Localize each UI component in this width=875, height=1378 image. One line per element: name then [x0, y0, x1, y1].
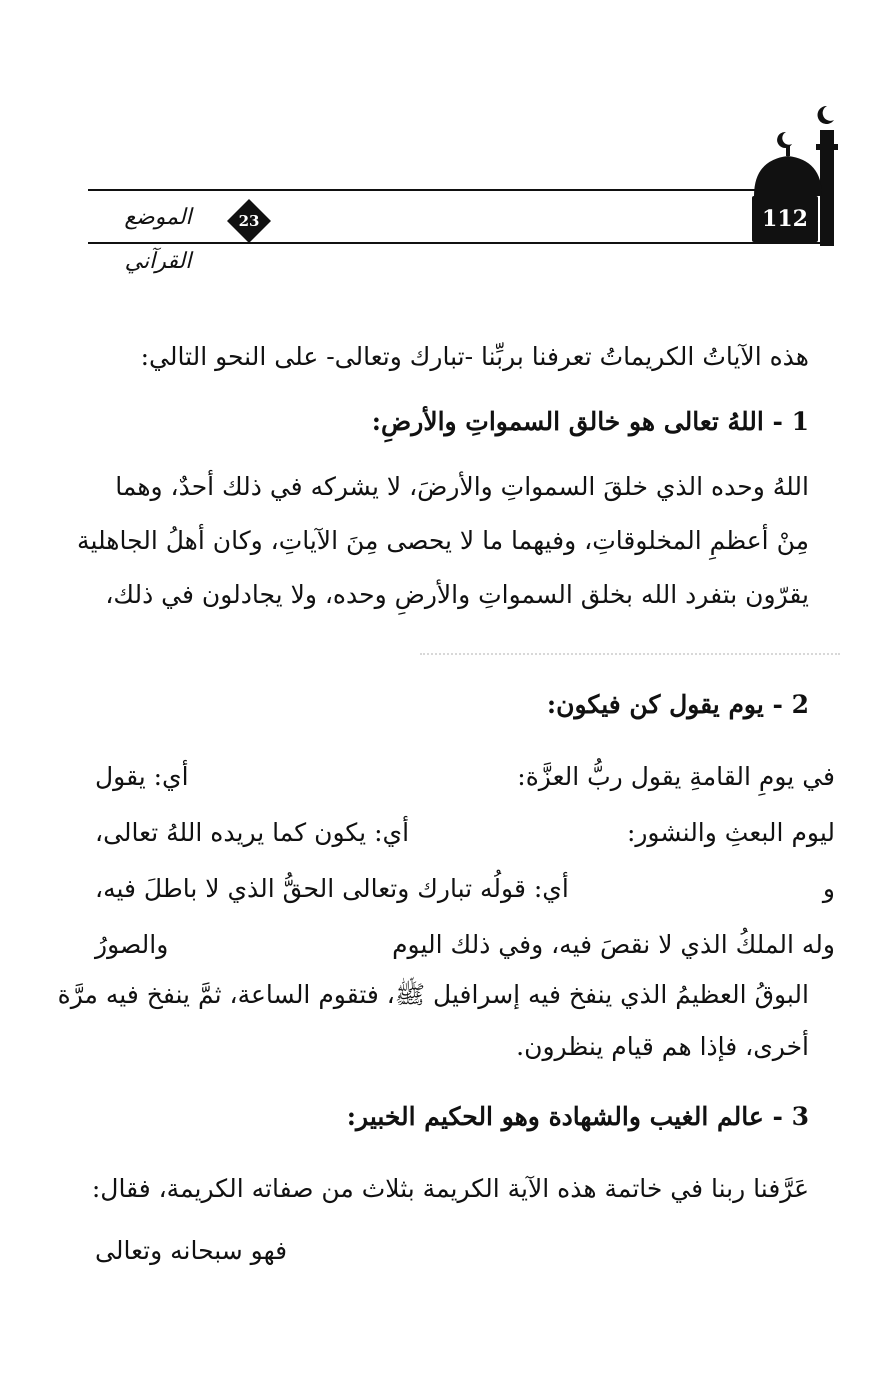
chapter-badge	[226, 198, 272, 244]
faded-line	[420, 633, 840, 655]
heading-1: 1 - اللهُ تعالى هو خالق السمواتِ والأرضِ:	[371, 407, 809, 436]
header-bottom-rule	[88, 242, 827, 244]
p2-l3-right: و	[822, 874, 835, 903]
paragraph-1-line-1: اللهُ وحده الذي خلقَ السمواتِ والأرضَ، لا يشركه في ذلك أحدٌ، وهما	[115, 472, 809, 501]
book-title: الموضع القرآني	[124, 205, 192, 274]
heading-2: 2 - يوم يقول كن فيكون:	[546, 690, 809, 719]
paragraph-2-line-6: أخرى، فإذا هم قيام ينظرون.	[516, 1032, 809, 1061]
p2-l1-right: في يومِ القامةِ يقول ربُّ العزَّة:	[517, 762, 835, 791]
intro-paragraph: هذه الآياتُ الكريماتُ تعرفنا بربِّنا -تبارك وتعالى- على النحو التالي:	[140, 342, 809, 371]
page-number: 112	[752, 196, 818, 242]
heading-3: 3 - عالم الغيب والشهادة وهو الحكيم الخبير:	[346, 1102, 809, 1131]
header-top-rule	[88, 189, 827, 191]
p2-l4-right: وله الملكُ الذي لا نقصَ فيه، وفي ذلك اليوم	[392, 930, 835, 959]
paragraph-1-line-2: مِنْ أعظمِ المخلوقاتِ، وفيهما ما لا يحصى مِنَ الآياتِ، وكان أهلُ الجاهلية	[77, 526, 809, 555]
p2-l2-left: أي: يكون كما يريده اللهُ تعالى،	[95, 818, 410, 847]
p2-l3-left: أي: قولُه تبارك وتعالى الحقُّ الذي لا باطلَ فيه،	[95, 874, 569, 903]
chapter-number: 23	[238, 212, 260, 230]
p2-l4-left: والصورُ	[95, 930, 169, 959]
paragraph-3-line-1: عَرَّفنا ربنا في خاتمة هذه الآية الكريمة بثلاث من صفاته الكريمة، فقال:	[91, 1174, 809, 1203]
paragraph-2-line-5: البوقُ العظيمُ الذي ينفخ فيه إسرافيل ﷺ، فتقوم الساعة، ثمَّ ينفخ فيه مرَّة	[57, 980, 809, 1009]
p2-l1-left: أي: يقول	[95, 762, 189, 791]
p3-l2-left: فهو سبحانه وتعالى	[95, 1236, 288, 1265]
paragraph-1-line-3: يقرّون بتفرد الله بخلق السمواتِ والأرضِ وحده، ولا يجادلون في ذلك،	[105, 580, 809, 609]
p2-l2-right: ليوم البعثِ والنشور:	[626, 818, 835, 847]
